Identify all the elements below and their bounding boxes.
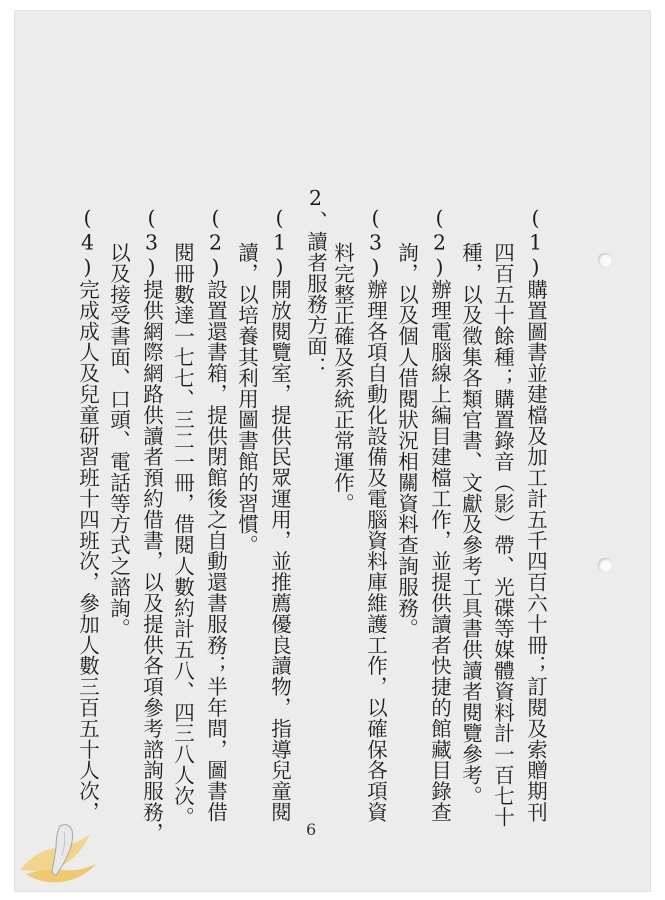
column-text: 料完整正確及系統正常運作。 — [330, 242, 355, 514]
text-column-4 — [428, 206, 450, 823]
text-column-7 — [332, 242, 353, 514]
column-text: 閱冊數達一七七、三二一冊，借閱人數約計五八、四三八人次。 — [170, 242, 195, 828]
text-column-2 — [492, 242, 513, 827]
text-column-13 — [108, 242, 129, 639]
column-text: 種，以及徵集各類官書、文獻及參考工具書供讀者閱覽參考。 — [458, 242, 483, 807]
document-page — [14, 10, 651, 892]
section-heading-text: 讀者服務方面： — [303, 231, 328, 378]
column-text: 購置圖書並建檔及加工計五千四百六十冊；訂閱及索贈期刊 — [523, 279, 548, 823]
text-column-5 — [396, 242, 417, 639]
column-text: 辦理各項自動化設備及電腦資料庫維護工作，以確保各項資 — [363, 279, 388, 823]
item-marker: (4) — [75, 206, 100, 280]
text-column-6 — [364, 206, 386, 823]
taiwan-map-logo-icon — [12, 812, 112, 890]
item-marker: (2) — [427, 206, 452, 280]
section-heading — [304, 186, 326, 378]
text-column-10 — [204, 206, 226, 823]
column-text: 開放閱覽室，提供民眾運用，並推薦優良讀物，指導兒童閱 — [267, 279, 292, 823]
item-marker: (1) — [523, 206, 548, 280]
item-marker: (3) — [363, 206, 388, 280]
item-marker: (2) — [203, 206, 228, 280]
column-text: 提供網際網路供讀者預約借書，以及提供各項參考諮詢服務， — [139, 279, 164, 844]
section-marker: 2、 — [303, 186, 328, 232]
column-text: 詢，以及個人借閱狀況相關資料查詢服務。 — [394, 242, 419, 640]
column-text: 辦理電腦線上編目建檔工作，並提供讀者快捷的館藏目錄查 — [427, 279, 452, 823]
text-column-11 — [172, 242, 193, 827]
text-column-9 — [236, 242, 257, 556]
text-column-1 — [524, 206, 546, 823]
text-column-8 — [268, 206, 290, 823]
binder-hole-top — [598, 253, 612, 267]
page-number: 6 — [306, 820, 317, 839]
item-marker: (3) — [139, 206, 164, 280]
item-marker: (1) — [267, 206, 292, 280]
column-text: 四百五十餘種；購置錄音（影）帶、光碟等媒體資料計一百七十 — [490, 242, 515, 828]
binder-hole-bottom — [598, 558, 612, 572]
column-text: 讀，以培養其利用圖書館的習慣。 — [234, 242, 259, 556]
column-text: 完成成人及兒童研習班十四班次，參加人數三百五十人次， — [75, 279, 100, 823]
text-column-14 — [76, 206, 98, 823]
text-column-12 — [140, 206, 162, 844]
text-column-3 — [460, 242, 481, 806]
column-text: 設置還書箱，提供閉館後之自動還書服務；半年間，圖書借 — [203, 279, 228, 823]
column-text: 以及接受書面、口頭、電話等方式之諮詢。 — [106, 242, 131, 640]
